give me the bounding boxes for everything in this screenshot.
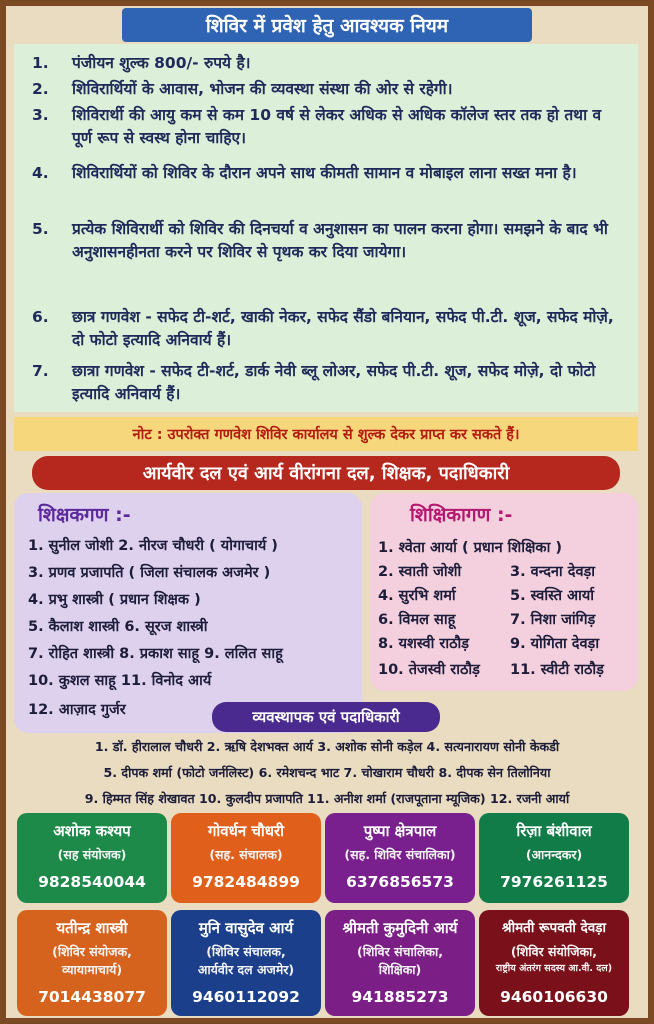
management-line: 5. दीपक शर्मा (फोटो जर्नलिस्ट) 6. रमेशचन्द भाट 7. चोखाराम चौधरी 8. दीपक सेन तिलोनिया [103, 765, 551, 780]
contact-phone: 7014438077 [38, 988, 146, 1006]
contact-role: (शिविर संचालक, [206, 944, 286, 959]
rule-number: 7. [32, 362, 49, 380]
contact-role: (सह. संचालक) [209, 847, 283, 862]
contact-card [17, 813, 167, 903]
contact-card [325, 910, 475, 1016]
lady-teacher-entry: 10. तेजस्वी राठौड़ [378, 662, 480, 678]
contact-role: (सह संयोजक) [57, 847, 127, 862]
rule-number: 1. [32, 54, 49, 72]
rule-text: प्रत्येक शिविरार्थी को शिविर की दिनचर्या व अनुशासन का पालन करना होगा। समझने के बाद भी अनुशासनहीनता करने पर शिविर से पृथक कर दिया जायेगा। [72, 220, 608, 261]
rule-number: 6. [32, 308, 49, 326]
organization-heading: आर्यवीर दल एवं आर्य वीरांगना दल, शिक्षक, पदाधिकारी [32, 456, 620, 490]
lady-teacher-entry: 7. निशा जांगिड़ [510, 612, 596, 628]
contact-phone: 941885273 [351, 988, 449, 1006]
contact-card [479, 910, 629, 1016]
contact-card [17, 910, 167, 1016]
rule-text: शिविरार्थियों के आवास, भोजन की व्यवस्था संस्था की ओर से रहेगी। [72, 80, 453, 98]
teacher-line: 1. सुनील जोशी 2. नीरज चौधरी ( योगाचार्य ) [28, 538, 278, 554]
management-heading: व्यवस्थापक एवं पदाधिकारी [212, 702, 440, 732]
contact-name: रिज़ा बंशीवाल [516, 822, 592, 840]
lady-teacher-entry: 1. श्वेता आर्या ( प्रधान शिक्षिका ) [378, 540, 562, 556]
rule-text: पंजीयन शुल्क 800/- रुपये है। [72, 54, 251, 72]
contact-phone: 9460112092 [192, 988, 300, 1006]
lady-teacher-entry: 4. सुरभि शर्मा [378, 588, 456, 604]
contact-phone: 6376856573 [346, 873, 454, 891]
contact-role: व्यायामाचार्य) [61, 962, 123, 977]
contact-card [171, 813, 321, 903]
teachers-heading: शिक्षकगण :- [38, 504, 131, 526]
rule-text: छात्र गणवेश - सफेद टी-शर्ट, खाकी नेकर, सफेद सैंडो बनियान, सफेद पी.टी. शूज, सफेद मोज़े, दो फोटो इत्यादि अनिवार्य हैं। [72, 308, 614, 349]
contact-role: (शिविर संयोजक, [52, 944, 132, 959]
teacher-line: 3. प्रणव प्रजापति ( जिला संचालक अजमेर ) [28, 565, 271, 581]
poster-title: शिविर में प्रवेश हेतु आवश्यक नियम [122, 8, 532, 42]
contact-name: यतीन्द्र शास्त्री [56, 919, 128, 937]
lady-teacher-entry: 3. वन्दना देवड़ा [510, 564, 596, 580]
rule-text: शिविरार्थी की आयु कम से कम 10 वर्ष से लेकर अधिक से अधिक कॉलेज स्तर तक हो तथा व पूर्ण रूप से स्वस्थ होना चाहिए। [72, 106, 602, 147]
contact-phone: 7976261125 [500, 873, 608, 891]
contact-name: अशोक कश्यप [53, 822, 131, 840]
lady-teachers-heading: शिक्षिकागण :- [410, 504, 513, 526]
teachers-section [14, 493, 362, 733]
contact-phone: 9828540044 [38, 873, 146, 891]
contact-role: (सह. शिविर संचालिका) [344, 847, 456, 862]
contact-card [479, 813, 629, 903]
teacher-line: 5. कैलाश शास्त्री 6. सूरज शास्त्री [28, 619, 208, 635]
contact-role: (शिविर संचालिका, [356, 944, 444, 959]
contact-name: गोवर्धन चौधरी [207, 822, 285, 840]
contact-role: आर्यवीर दल अजमेर) [197, 962, 295, 977]
management-line: 9. हिम्मत सिंह शेखावत 10. कुलदीप प्रजापति 11. अनीश शर्मा (राजपूताना म्यूजिक) 12. रजनी आर्या [84, 791, 570, 806]
rule-number: 3. [32, 106, 49, 124]
lady-teacher-entry: 6. विमल साहू [378, 612, 456, 628]
uniform-note: नोट : उपरोक्त गणवेश शिविर कार्यालय से शुल्क देकर प्राप्त कर सकते हैं। [14, 417, 638, 451]
contact-role: शिक्षिका) [378, 962, 422, 977]
contact-role: (शिविर संयोजिका, [510, 944, 598, 959]
lady-teacher-entry: 9. योगिता देवड़ा [510, 636, 600, 652]
lady-teachers-section [370, 493, 638, 691]
contact-card [325, 813, 475, 903]
contact-phone: 9782484899 [192, 873, 300, 891]
teacher-line: 10. कुशल साहू 11. विनोद आर्य [28, 673, 212, 689]
teacher-line: 4. प्रभु शास्त्री ( प्रधान शिक्षक ) [28, 592, 201, 608]
lady-teacher-entry: 11. स्वीटी राठौड़ [510, 662, 604, 678]
contact-name: मुनि वासुदेव आर्य [198, 919, 294, 937]
contact-role: राष्ट्रीय अंतरंग सदस्य आ.वी. दल) [495, 963, 613, 974]
lady-teacher-entry: 8. यशस्वी राठौड़ [378, 636, 470, 652]
rule-number: 5. [32, 220, 49, 238]
contact-name: श्रीमती रूपवती देवड़ा [502, 920, 606, 936]
contact-role: (आनन्दकर) [525, 847, 583, 862]
contact-card [171, 910, 321, 1016]
rule-number: 4. [32, 164, 49, 182]
contact-name: श्रीमती कुमुदिनी आर्य [342, 919, 458, 937]
rule-text: छात्रा गणवेश - सफेद टी-शर्ट, डार्क नेवी ब्लू लोअर, सफेद पी.टी. शूज, सफेद मोज़े, दो फोटो इत्यादि अनिवार्य हैं। [72, 362, 596, 403]
teacher-line: 12. आज़ाद गुर्जर [28, 702, 126, 718]
teacher-line: 7. रोहित शास्त्री 8. प्रकाश साहू 9. ललित साहू [28, 646, 283, 662]
contact-name: पुष्पा क्षेत्रपाल [363, 822, 437, 840]
rules-section [14, 44, 638, 412]
lady-teacher-entry: 2. स्वाती जोशी [378, 564, 462, 580]
rule-text: शिविरार्थियों को शिविर के दौरान अपने साथ कीमती सामान व मोबाइल लाना सख्त मना है। [72, 164, 577, 182]
management-line: 1. डॉ. हीरालाल चौधरी 2. ऋषि देशभक्त आर्य 3. अशोक सोनी कड़ेल 4. सत्यनारायण सोनी केकडी [94, 739, 560, 754]
lady-teacher-entry: 5. स्वस्ति आर्या [510, 588, 595, 604]
rule-number: 2. [32, 80, 49, 98]
contact-phone: 9460106630 [500, 988, 608, 1006]
